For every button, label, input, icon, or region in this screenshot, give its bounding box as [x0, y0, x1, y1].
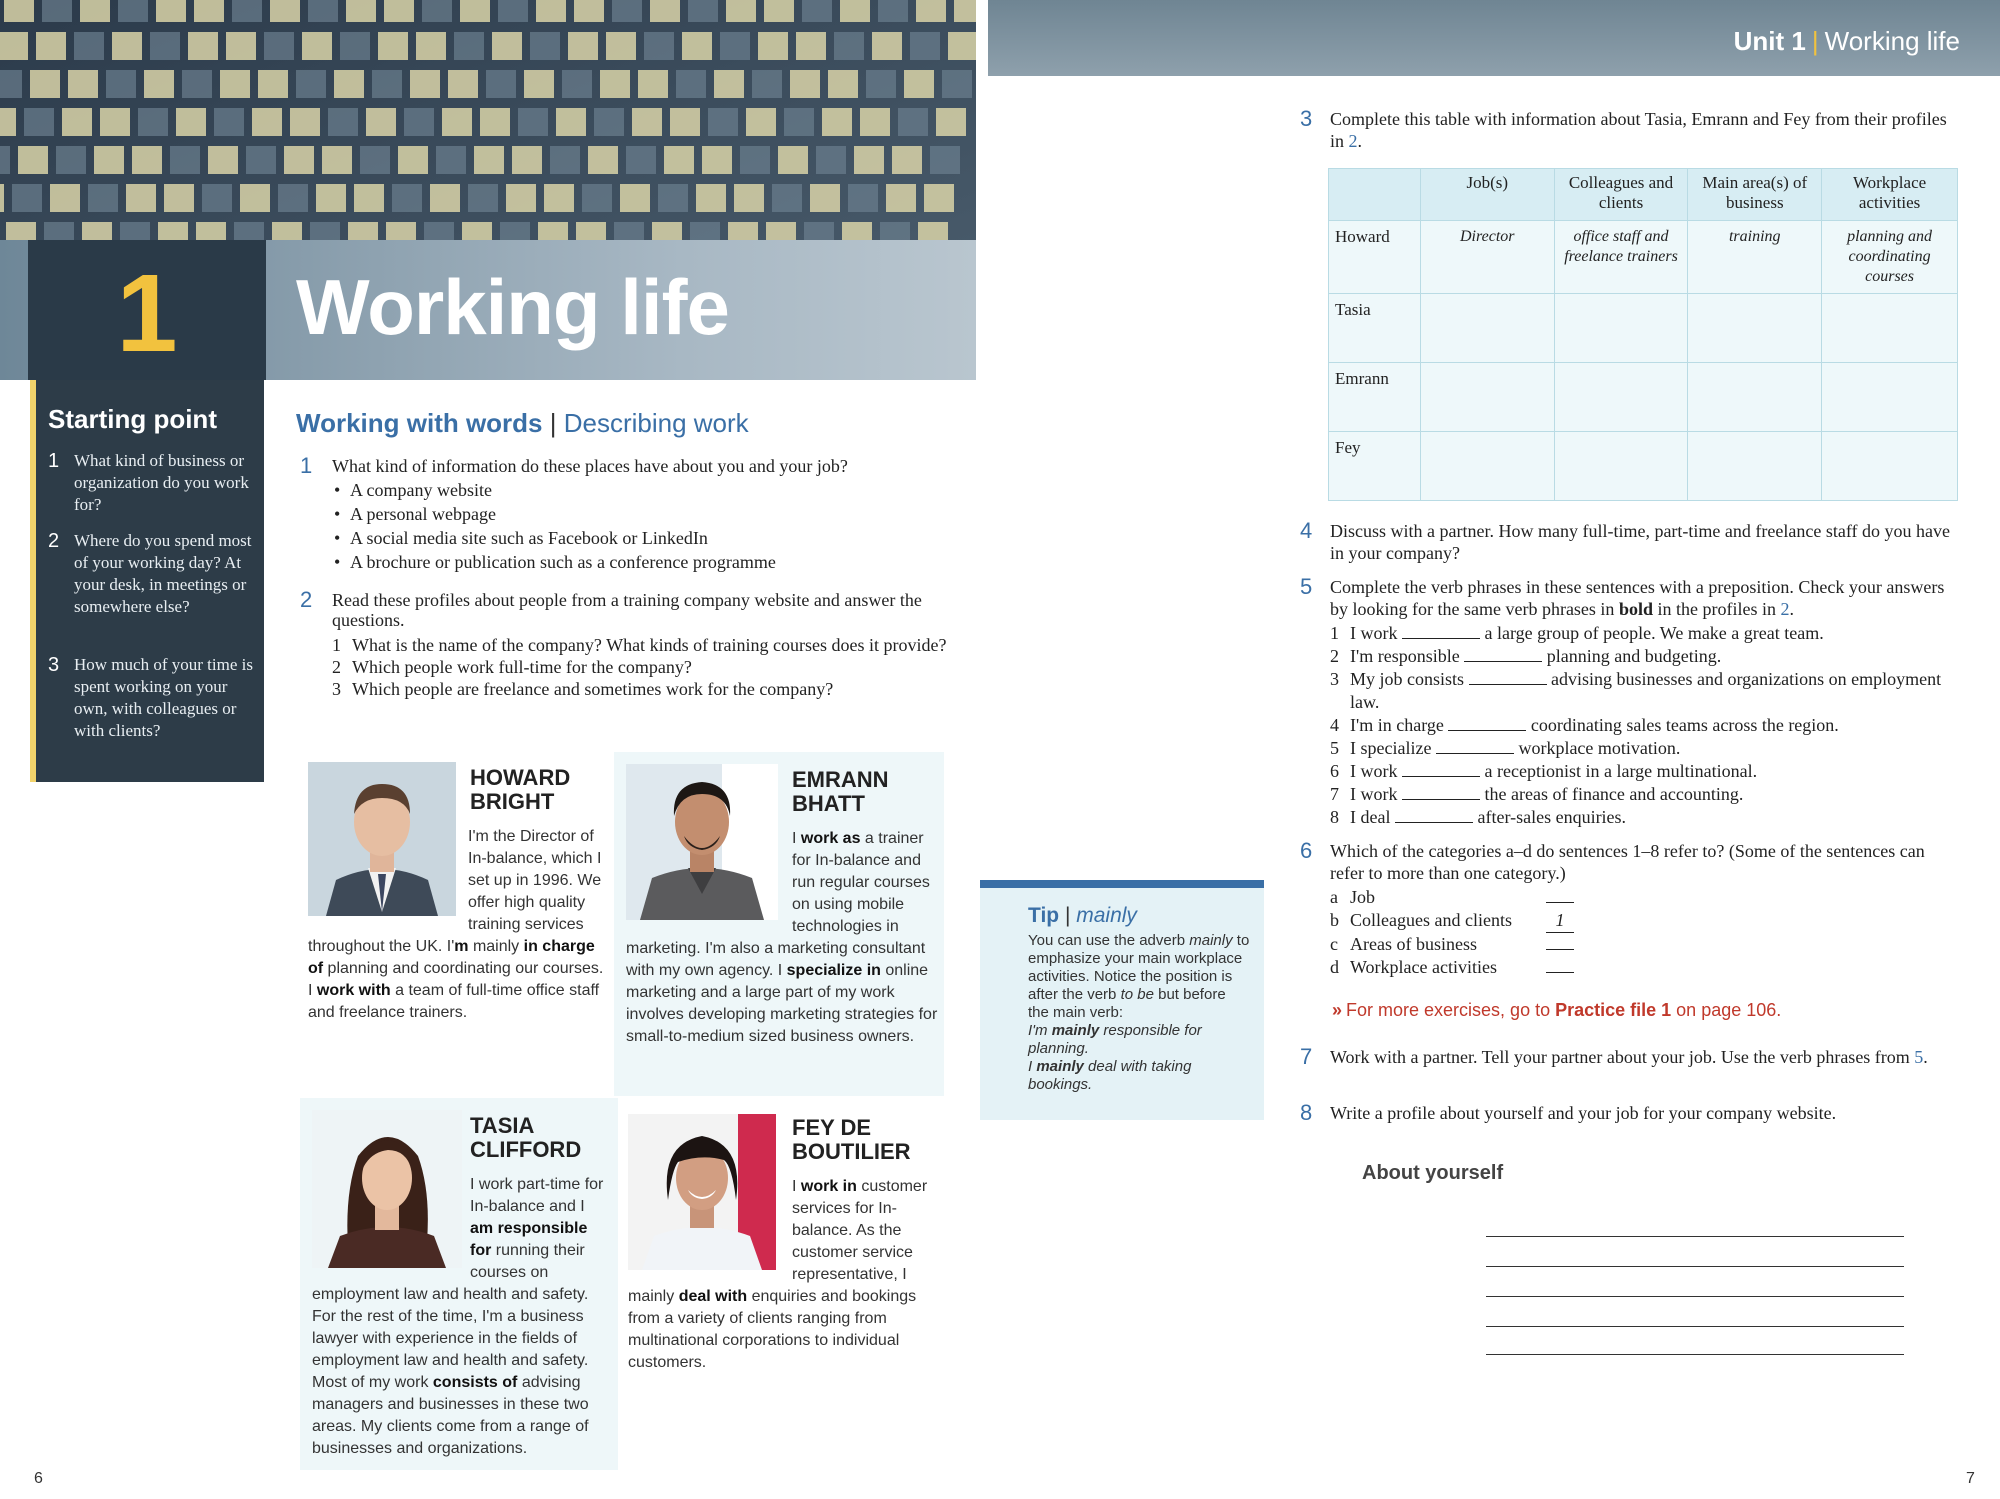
table-row — [1329, 294, 1958, 363]
exercise-text: Write a profile about yourself and your job for your company website. — [1330, 1103, 1837, 1123]
item-number: 1 — [1330, 623, 1339, 643]
text: I deal — [1350, 807, 1395, 827]
text: a team of full-time office staff and freelance trainers. — [308, 982, 600, 1021]
text: I — [792, 1178, 801, 1195]
tip-word: mainly — [1076, 904, 1137, 927]
name-line: BRIGHT — [470, 789, 555, 814]
answer-blank[interactable] — [1402, 761, 1480, 777]
list-item — [1330, 668, 1960, 714]
text: mainly — [468, 938, 524, 955]
text: I work part-time for In-balance and I — [470, 1176, 604, 1215]
answer-blank[interactable] — [1436, 738, 1514, 754]
name-line: FEY DE — [792, 1115, 872, 1140]
text: workplace motivation. — [1513, 738, 1681, 758]
question-text: Where do you spend most of your working day? At your desk, in meetings or somewhere else? — [74, 531, 252, 616]
question-text: How much of your time is spent working on your own, with colleagues or with clients? — [74, 655, 253, 740]
item-number: 4 — [1330, 715, 1339, 735]
list-item: • A company website — [332, 478, 960, 502]
exercise-reference: 2 — [1780, 599, 1790, 619]
text: I'm the Director of In-balance, which I set up in 1996. We offer high quality training services throughout the UK. I' — [308, 828, 602, 955]
starting-point-title: Starting point — [48, 404, 217, 434]
list-item — [1330, 714, 1960, 737]
example-bold: mainly — [1036, 1058, 1084, 1075]
exercise-number: 8 — [1300, 1100, 1313, 1125]
profile-name — [792, 1116, 911, 1164]
page-number-right: 7 — [1966, 1470, 1975, 1487]
exercise-8 — [1300, 1102, 1960, 1124]
exercise-number: 2 — [300, 587, 313, 612]
row-name: Tasia — [1329, 294, 1421, 363]
column-header: Job(s) — [1420, 169, 1554, 221]
exercise-number: 5 — [1300, 574, 1313, 599]
item-number: 3 — [332, 679, 341, 699]
italic-text: to be — [1120, 986, 1154, 1003]
name-line: CLIFFORD — [470, 1137, 582, 1162]
unit-title: Working life — [296, 263, 729, 351]
cell-job[interactable] — [1420, 363, 1554, 432]
profile-text — [628, 1176, 940, 1374]
example-bold: mainly — [1051, 1022, 1100, 1039]
column-header: Colleagues and clients — [1554, 169, 1688, 221]
page-number-left: 6 — [34, 1470, 43, 1487]
answer-blank[interactable] — [1546, 902, 1574, 903]
question-number: 1 — [48, 450, 60, 472]
practice-file-link[interactable] — [1332, 1000, 1781, 1021]
question-number: 3 — [48, 654, 60, 676]
exercise-number: 3 — [1300, 106, 1313, 131]
profile-name — [792, 768, 889, 816]
exercise-number: 6 — [1300, 838, 1313, 863]
column-header: Main area(s) of business — [1688, 169, 1822, 221]
exercise-number: 1 — [300, 453, 313, 478]
text: planning and budgeting. — [1542, 646, 1722, 666]
writing-line[interactable] — [1486, 1354, 1904, 1355]
exercise-7 — [1300, 1046, 1960, 1068]
question-list — [332, 634, 960, 700]
exercise-2 — [300, 587, 960, 700]
list-item — [332, 678, 960, 700]
exercise-4 — [1300, 520, 1960, 564]
text: a large group of people. We make a great team. — [1480, 623, 1824, 643]
item-number: 2 — [332, 657, 341, 677]
verb-phrase: specialize in — [786, 962, 881, 979]
row-name: Howard — [1329, 221, 1421, 294]
name-line: EMRANN — [792, 767, 889, 792]
name-line: BHATT — [792, 791, 865, 816]
cell-job[interactable] — [1420, 432, 1554, 501]
bullet-list — [332, 478, 960, 574]
profile-text — [626, 828, 938, 1048]
cell-area[interactable] — [1688, 363, 1822, 432]
tip-title: Tip | mainly — [1028, 904, 1137, 927]
cell-colleagues[interactable] — [1554, 432, 1688, 501]
cell-job[interactable] — [1420, 294, 1554, 363]
list-item — [1330, 806, 1960, 829]
bold-text: bold — [1618, 599, 1653, 619]
verb-phrase: work in — [800, 1178, 857, 1195]
text: I work — [1350, 784, 1402, 804]
text: after-sales enquiries. — [1472, 807, 1627, 827]
name-line: BOUTILIER — [792, 1139, 911, 1164]
table-row — [1329, 221, 1958, 294]
table-row — [1329, 363, 1958, 432]
answer-blank[interactable]: 1 — [1546, 909, 1574, 933]
item-text: Workplace activities — [1350, 957, 1497, 977]
item-text: Areas of business — [1350, 934, 1477, 954]
table-header-row — [1329, 169, 1958, 221]
exercise-reference: 2 — [1348, 131, 1358, 151]
text: My job consists — [1350, 669, 1469, 689]
tip-label: Tip — [1028, 904, 1060, 927]
section-title: Working with words — [296, 408, 543, 438]
list-item — [1330, 622, 1960, 645]
list-item — [1330, 645, 1960, 668]
item-text: Colleagues and clients — [1350, 910, 1512, 930]
cell-colleagues[interactable] — [1554, 294, 1688, 363]
list-item — [1330, 956, 1960, 979]
tip-text — [1028, 932, 1250, 1094]
text: running their courses on employment law and health and safety. For the rest of the time, I'm a business lawyer with experience in the fields of employment law and health and safety. Most of my work — [312, 1242, 589, 1391]
item-letter: c — [1330, 934, 1338, 954]
writing-line[interactable] — [1486, 1296, 1904, 1297]
list-item — [1330, 933, 1960, 956]
exercise-text: . — [1357, 131, 1363, 151]
item-number: 2 — [1330, 646, 1339, 666]
cell-activities[interactable] — [1822, 432, 1958, 501]
table-row — [1329, 432, 1958, 501]
answer-blank[interactable] — [1402, 784, 1480, 800]
answer-blank[interactable] — [1546, 949, 1574, 950]
cell-area[interactable] — [1688, 432, 1822, 501]
text: the areas of finance and accounting. — [1480, 784, 1744, 804]
verb-phrase: am responsible for — [470, 1220, 588, 1259]
writing-line[interactable] — [1486, 1236, 1904, 1237]
practice-file-ref[interactable]: Practice file 1 — [1555, 1000, 1672, 1020]
section-subtitle: Describing work — [563, 408, 749, 438]
name-line: HOWARD — [470, 765, 571, 790]
item-number: 8 — [1330, 807, 1339, 827]
profile-name — [470, 766, 570, 814]
question-number: 2 — [48, 530, 60, 552]
text: I'm in charge — [1350, 715, 1449, 735]
profile-text — [308, 826, 608, 1024]
text: I specialize — [1350, 738, 1436, 758]
list-item — [1330, 760, 1960, 783]
text: I — [792, 830, 801, 847]
exercise-number: 7 — [1300, 1044, 1313, 1069]
sentence-list — [1330, 622, 1960, 829]
list-item — [332, 656, 960, 678]
name-line: TASIA — [470, 1113, 535, 1138]
exercise-5 — [1300, 576, 1960, 829]
unit-header-text: Unit 1 | Working life — [1733, 26, 1960, 56]
exercise-1 — [300, 453, 960, 574]
cell-area[interactable] — [1688, 294, 1822, 363]
example-text: I'm — [1028, 1022, 1052, 1039]
writing-line[interactable] — [1486, 1266, 1904, 1267]
text: I'm responsible — [1350, 646, 1465, 666]
cell-colleagues[interactable] — [1554, 363, 1688, 432]
list-item — [1330, 909, 1960, 933]
text: advising businesses and organizations on employment law. — [1350, 669, 1942, 712]
column-header — [1329, 169, 1421, 221]
item-number: 5 — [1330, 738, 1339, 758]
cell-area: training — [1688, 221, 1822, 294]
bold-text: m — [454, 938, 469, 955]
unit-header-title: Working life — [1824, 26, 1960, 56]
verb-phrase: work with — [316, 982, 391, 999]
exercise-3 — [1300, 108, 1960, 152]
list-item: • A personal webpage — [332, 502, 960, 526]
starting-point-question — [48, 450, 260, 516]
italic-text: mainly — [1189, 932, 1233, 949]
list-item: • A social media site such as Facebook or LinkedIn — [332, 526, 960, 550]
exercise-text: Work with a partner. Tell your partner about your job. Use the verb phrases from — [1330, 1047, 1915, 1067]
question-text: What kind of business or organization do you work for? — [74, 451, 249, 514]
exercise-question: What kind of information do these places have about you and your job? — [332, 456, 848, 476]
text: a receptionist in a large multinational. — [1480, 761, 1758, 781]
verb-phrase: in charge of — [308, 938, 595, 977]
verb-phrase: deal with — [678, 1288, 748, 1305]
item-letter: b — [1330, 910, 1339, 930]
text: You can use the adverb — [1028, 932, 1190, 949]
profile-text — [312, 1174, 612, 1460]
category-list — [1330, 886, 1960, 979]
starting-point-question — [48, 654, 260, 742]
item-text: Which people are freelance and sometimes work for the company? — [352, 679, 834, 699]
answer-blank[interactable] — [1464, 646, 1542, 662]
item-letter: d — [1330, 957, 1339, 977]
text: online marketing and a large part of my work involves developing marketing strategies for small-to-medium sized business owners. — [626, 962, 938, 1045]
answer-blank[interactable] — [1469, 669, 1547, 685]
exercise-text: Complete the verb phrases in these sentences with a preposition. Check your answers by looking for the same verb phrases in — [1330, 577, 1945, 619]
text: I work — [1350, 761, 1402, 781]
text: For more exercises, go to — [1346, 1000, 1556, 1020]
row-name: Fey — [1329, 432, 1421, 501]
answer-blank[interactable] — [1448, 715, 1526, 731]
exercise-text: Complete this table with information about Tasia, Emrann and Fey from their profiles in — [1330, 109, 1947, 151]
unit-label: Unit 1 — [1733, 26, 1806, 56]
exercise-number: 4 — [1300, 518, 1313, 543]
text: planning and coordinating our courses. I — [308, 960, 604, 999]
cell-colleagues: office staff and freelance trainers — [1554, 221, 1688, 294]
exercise-text: Discuss with a partner. How many full-time, part-time and freelance staff do you have in your company? — [1330, 521, 1950, 563]
profile-name — [470, 1114, 581, 1162]
text: enquiries and bookings from a variety of clients ranging from multinational corporations to individual customers. — [628, 1288, 917, 1371]
text: advising managers and businesses in these two areas. My clients come from a range of businesses and organizations. — [312, 1374, 589, 1457]
cell-activities: planning and coordinating courses — [1822, 221, 1958, 294]
item-number: 1 — [332, 635, 341, 655]
starting-point-question — [48, 530, 260, 618]
exercise-reference: 5 — [1914, 1047, 1924, 1067]
item-text: What is the name of the company? What kinds of training courses does it provide? — [352, 635, 947, 655]
text: on page 106. — [1671, 1000, 1782, 1020]
item-letter: a — [1330, 887, 1338, 907]
list-item — [1330, 737, 1960, 760]
text: to emphasize your main workplace activities. Notice the position is after the verb — [1028, 932, 1250, 1003]
text: I work — [1350, 623, 1402, 643]
section-heading: Working with words | Describing work — [296, 408, 749, 438]
item-number: 6 — [1330, 761, 1339, 781]
exercise-text: in the profiles in — [1652, 599, 1781, 619]
text: but before the main verb: — [1028, 986, 1226, 1021]
list-item — [332, 634, 960, 656]
text: customer services for In-balance. As the customer service representative, I mainly — [628, 1178, 928, 1305]
cell-activities[interactable] — [1822, 363, 1958, 432]
exercise-text: Which of the categories a–d do sentences 1–8 refer to? (Some of the sentences can refer to more than one category.) — [1330, 841, 1925, 883]
example-text: deal with taking bookings. — [1028, 1058, 1192, 1093]
item-number: 3 — [1330, 669, 1339, 689]
item-text: Job — [1350, 887, 1376, 907]
answer-blank[interactable] — [1395, 807, 1473, 823]
verb-phrase: consists of — [432, 1374, 518, 1391]
text: a trainer for In-balance and run regular courses on using mobile technologies in marketing. I'm also a marketing consultant with my own agency. I — [626, 830, 930, 979]
about-yourself-heading: About yourself — [1362, 1162, 1504, 1184]
chevron-right-icon: » — [1332, 1000, 1343, 1020]
example-text: responsible for planning. — [1028, 1022, 1202, 1057]
item-text: Which people work full-time for the company? — [352, 657, 692, 677]
row-name: Emrann — [1329, 363, 1421, 432]
list-item — [1330, 886, 1960, 909]
list-item: • A brochure or publication such as a conference programme — [332, 550, 960, 574]
list-item — [1330, 783, 1960, 806]
unit-number: 1 — [116, 252, 178, 375]
answer-blank[interactable] — [1402, 623, 1480, 639]
item-number: 7 — [1330, 784, 1339, 804]
verb-phrase: work as — [800, 830, 861, 847]
exercise-6 — [1300, 840, 1960, 979]
profile-table — [1328, 168, 1958, 501]
cell-job: Director — [1420, 221, 1554, 294]
exercise-question: Read these profiles about people from a training company website and answer the questions. — [332, 590, 922, 630]
exercise-text: . — [1789, 599, 1794, 619]
text: coordinating sales teams across the region. — [1526, 715, 1839, 735]
writing-line[interactable] — [1486, 1326, 1904, 1327]
example-text: I — [1028, 1058, 1037, 1075]
answer-blank[interactable] — [1546, 972, 1574, 973]
cell-activities[interactable] — [1822, 294, 1958, 363]
column-header: Workplace activities — [1822, 169, 1958, 221]
exercise-text: . — [1923, 1047, 1928, 1067]
